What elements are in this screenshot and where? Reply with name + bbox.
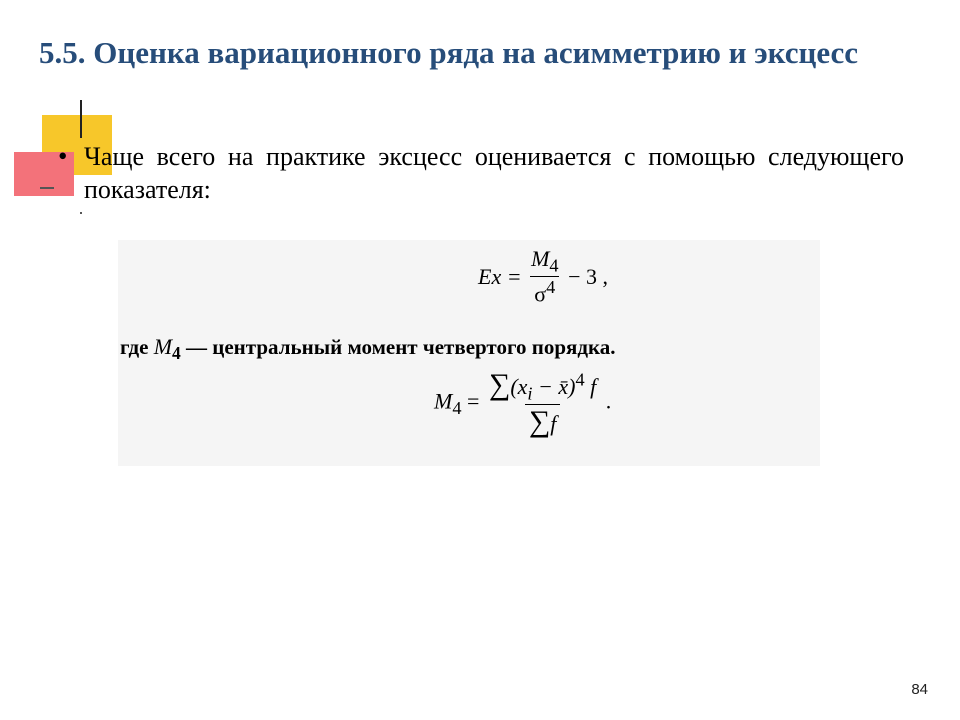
where-text: — центральный момент четвертого порядка. — [186, 335, 616, 359]
ex-denominator: σ — [534, 281, 547, 307]
ex-denominator-sup: 4 — [546, 277, 556, 298]
where-symbol-sub: 4 — [172, 343, 181, 364]
ex-fraction — [527, 246, 563, 308]
ex-tail: − 3 , — [568, 263, 608, 289]
decor-vertical-line — [80, 100, 82, 138]
where-line — [120, 334, 616, 364]
m4-num-sub: i — [527, 383, 533, 404]
m4-num-f: f — [584, 374, 597, 399]
bullet-item — [58, 140, 904, 206]
m4-equals: = — [467, 388, 480, 414]
excess-formula — [478, 246, 608, 308]
m4-lhs: M — [434, 388, 453, 414]
decor-dot — [80, 212, 82, 214]
m4-num-sum: ∑ — [488, 368, 511, 401]
m4-num-body: (x — [510, 374, 528, 399]
page-number: 84 — [911, 681, 928, 698]
slide-title: 5.5. Оценка вариационного ряда на асимметрию и эксцесс — [39, 35, 859, 70]
bullet-marker: • — [58, 141, 68, 171]
ex-lhs: Ex = — [478, 263, 522, 289]
m4-tail: . — [605, 388, 612, 414]
decor-horizontal-line — [40, 187, 54, 189]
m4-formula — [434, 368, 611, 439]
ex-numerator-sub: 4 — [549, 255, 559, 276]
m4-fraction — [485, 368, 600, 439]
where-symbol: M — [153, 334, 173, 359]
m4-lhs-sub: 4 — [452, 398, 462, 419]
ex-numerator: M — [531, 246, 550, 271]
formula-image — [118, 240, 820, 466]
m4-den-sum: ∑ — [528, 405, 551, 439]
m4-den-f: f — [550, 411, 557, 437]
m4-num-sup: 4 — [575, 369, 585, 390]
bullet-text: Чаще всего на практике эксцесс оценивается с помощью следующего показателя: — [84, 142, 904, 204]
m4-num-minus: − x̄) — [532, 374, 576, 399]
where-prefix: где — [120, 335, 149, 359]
